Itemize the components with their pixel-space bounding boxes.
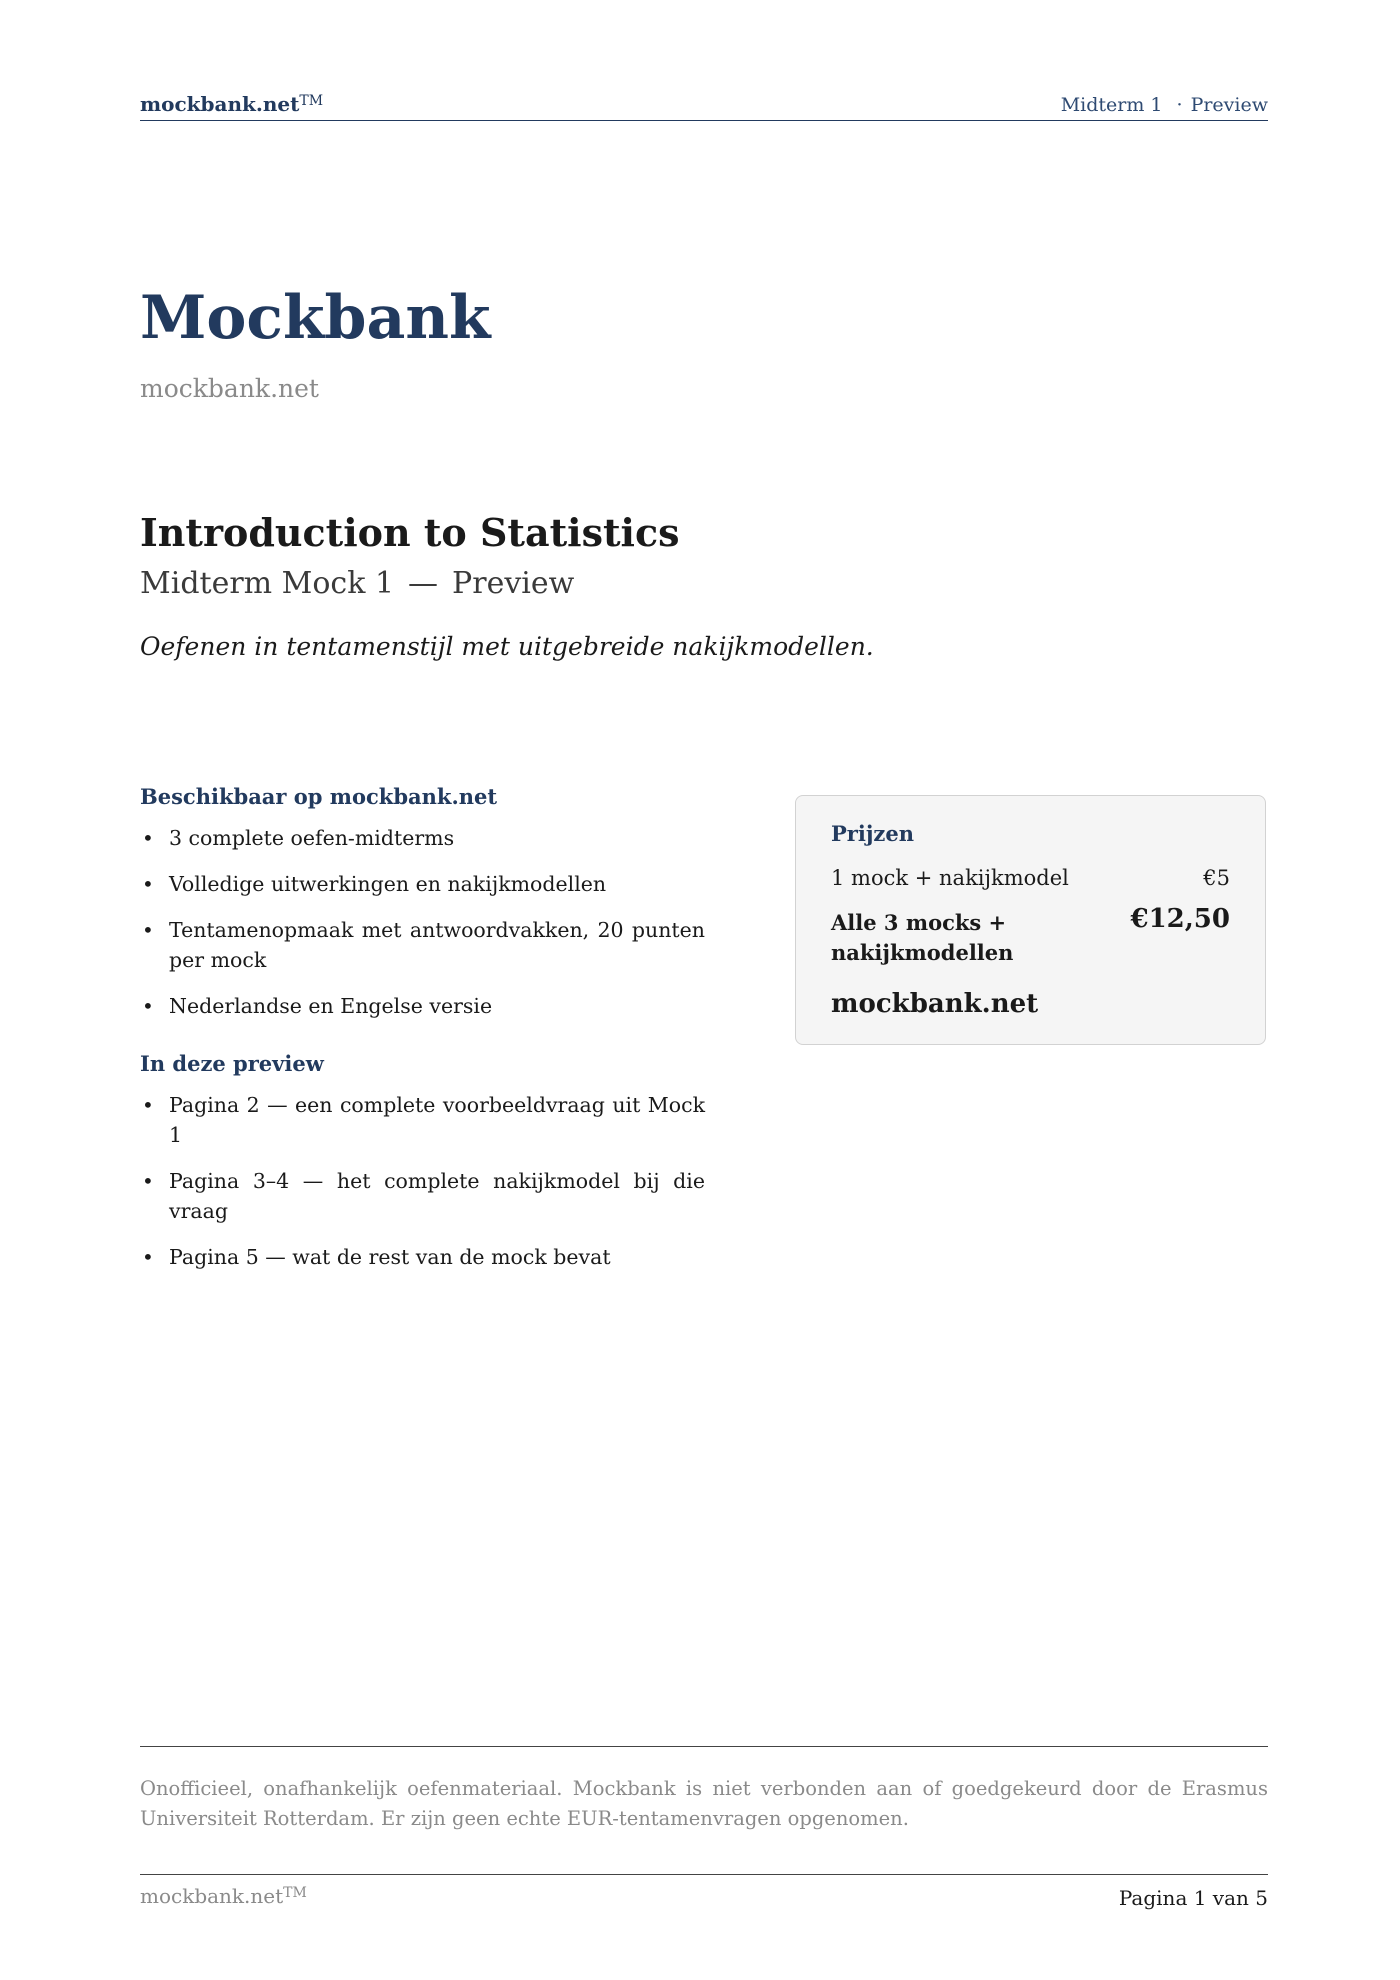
page-number: Pagina 1 van 5	[1118, 1886, 1268, 1910]
pricing-heading: Prijzen	[831, 821, 914, 846]
single-mock-price: €5	[1203, 866, 1230, 890]
mock-label: Midterm Mock 1	[140, 566, 395, 601]
list-item: • 3 complete oefen-midterms	[140, 823, 705, 853]
tagline: Oefenen in tentamenstijl met uitgebreide nakijkmodellen.	[140, 632, 874, 661]
mock-dash: —	[408, 566, 439, 601]
footer-divider	[140, 1874, 1268, 1875]
list-item: • Pagina 5 — wat de rest van de mock bevat	[140, 1242, 705, 1272]
disclaimer-text: Onofficieel, onafhankelijk oefenmateriaal. Mockbank is niet verbonden aan of goedgekeurd door de Erasmus Universiteit Rotterdam. Er zijn geen echte EUR-tentamenvragen opgenomen.	[140, 1777, 1268, 1830]
mock-preview-label: Preview	[452, 566, 575, 601]
mock-subtitle	[140, 566, 574, 601]
preview-heading: In deze preview	[140, 1051, 324, 1076]
footer-trademark: TM	[283, 1885, 307, 1901]
list-item: • Tentamenopmaak met antwoordvakken, 20 punten per mock	[140, 915, 705, 975]
header-preview-label: Preview	[1190, 94, 1268, 116]
page-title: Mockbank	[140, 283, 491, 353]
disclaimer-divider	[140, 1746, 1268, 1747]
header-section-label: Midterm 1	[1060, 94, 1163, 116]
list-item: • Pagina 2 — een complete voorbeeldvraag uit Mock 1	[140, 1090, 705, 1150]
pricing-site: mockbank.net	[831, 989, 1039, 1019]
header-trademark: TM	[299, 93, 324, 109]
header-brand: mockbank.net™	[140, 92, 324, 116]
list-item: • Pagina 3–4 — het complete nakijkmodel bij die vraag	[140, 1166, 705, 1226]
list-item: • Volledige uitwerkingen en nakijkmodellen	[140, 869, 705, 899]
pricing-box	[795, 795, 1266, 1045]
bundle-price: €12,50	[1130, 904, 1230, 934]
preview-list	[140, 1090, 705, 1272]
course-title: Introduction to Statistics	[140, 510, 680, 555]
header-section	[1061, 94, 1268, 116]
header-separator: ·	[1176, 94, 1183, 116]
available-heading: Beschikbaar op mockbank.net	[140, 784, 498, 809]
running-header	[140, 86, 1268, 121]
single-mock-label: 1 mock + nakijkmodel	[831, 866, 1069, 890]
bundle-label: Alle 3 mocks + nakijkmodellen	[831, 910, 1014, 965]
footer-brand: mockbank.net™	[140, 1884, 307, 1908]
list-item: • Nederlandse en Engelse versie	[140, 991, 705, 1021]
available-list	[140, 823, 705, 1021]
site-subtitle: mockbank.net	[140, 374, 319, 403]
info-column	[140, 784, 705, 1302]
